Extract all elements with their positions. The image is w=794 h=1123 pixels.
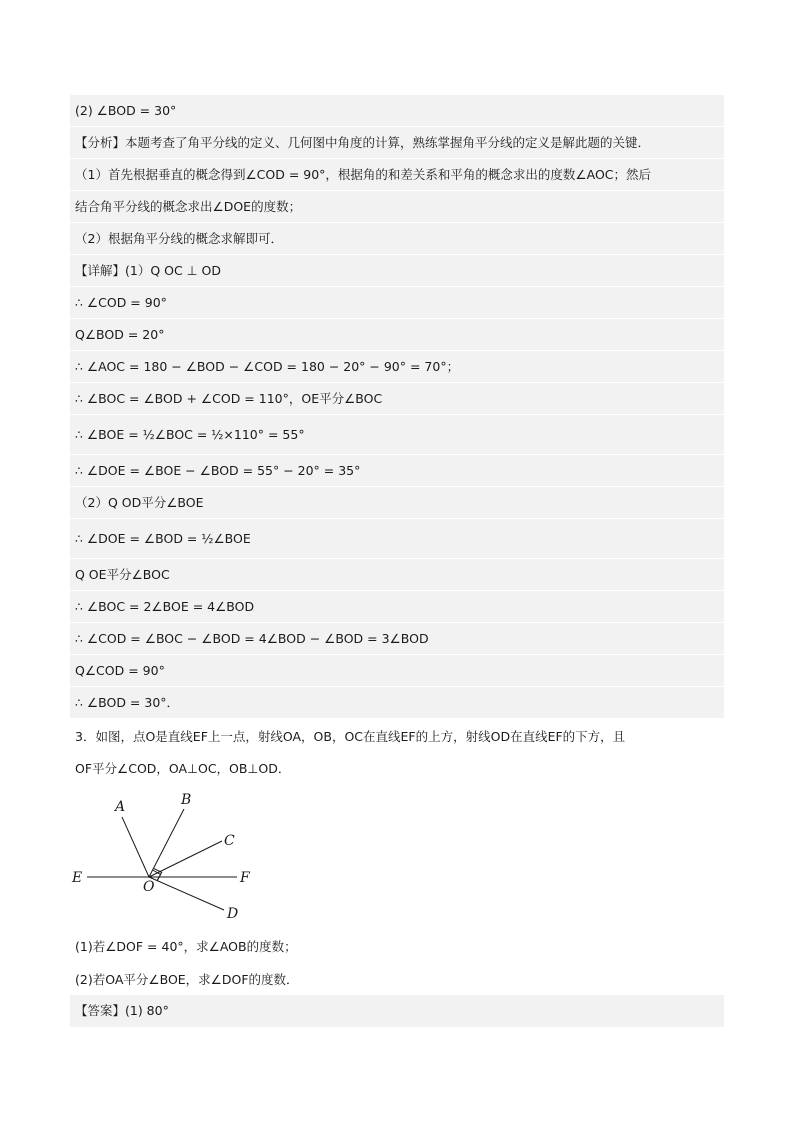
solution-block bbox=[70, 95, 724, 719]
question-line: 3．如图，点O是直线EF上一点，射线OA，OB，OC在直线EF的上方，射线OD在直线EF的下方，且 bbox=[75, 729, 626, 744]
label-f: F bbox=[240, 870, 250, 886]
solution-line: （2）Q OD平分∠BOE bbox=[70, 487, 724, 519]
solution-line: （1）首先根据垂直的概念得到∠COD = 90°，根据角的和差关系和平角的概念求出的度数∠AOC；然后 bbox=[70, 159, 724, 191]
geometry-figure bbox=[62, 785, 262, 925]
label-b: B bbox=[181, 792, 192, 808]
solution-line: ∴ ∠DOE = ∠BOD = ½∠BOE bbox=[70, 519, 724, 559]
label-e: E bbox=[72, 870, 83, 886]
subquestion-2: (2)若OA平分∠BOE，求∠DOF的度数． bbox=[75, 972, 299, 987]
solution-line: ∴ ∠AOC = 180 − ∠BOD − ∠COD = 180 − 20° − 90° = 70°； bbox=[70, 351, 724, 383]
detail-line: 【详解】(1）Q OC ⊥ OD bbox=[70, 255, 724, 287]
solution-line: Q OE平分∠BOC bbox=[70, 559, 724, 591]
label-c: C bbox=[224, 833, 235, 849]
answer-line: 【答案】(1) 80° bbox=[70, 995, 724, 1027]
ray-oa bbox=[122, 817, 149, 877]
solution-line: Q∠COD = 90° bbox=[70, 655, 724, 687]
solution-line: （2）根据角平分线的概念求解即可． bbox=[70, 223, 724, 255]
solution-line: ∴ ∠BOE = ½∠BOC = ½×110° = 55° bbox=[70, 415, 724, 455]
analysis-line: 【分析】本题考查了角平分线的定义、几何图中角度的计算，熟练掌握角平分线的定义是解此题的关键． bbox=[70, 127, 724, 159]
solution-line: Q∠BOD = 20° bbox=[70, 319, 724, 351]
solution-line: (2) ∠BOD = 30° bbox=[70, 95, 724, 127]
solution-line: ∴ ∠COD = 90° bbox=[70, 287, 724, 319]
solution-line: ∴ ∠BOC = 2∠BOE = 4∠BOD bbox=[70, 591, 724, 623]
solution-line: ∴ ∠DOE = ∠BOE − ∠BOD = 55° − 20° = 35° bbox=[70, 455, 724, 487]
solution-line: 结合角平分线的概念求出∠DOE的度数； bbox=[70, 191, 724, 223]
question-line: OF平分∠COD，OA⊥OC，OB⊥OD． bbox=[75, 761, 291, 776]
label-o: O bbox=[143, 879, 155, 895]
ray-od bbox=[149, 877, 224, 910]
ray-ob bbox=[149, 809, 184, 877]
subquestion-1: (1)若∠DOF = 40°，求∠AOB的度数； bbox=[75, 939, 297, 954]
solution-line: ∴ ∠BOD = 30°． bbox=[70, 687, 724, 719]
label-d: D bbox=[227, 906, 239, 922]
solution-line: ∴ ∠BOC = ∠BOD + ∠COD = 110°，OE平分∠BOC bbox=[70, 383, 724, 415]
solution-line: ∴ ∠COD = ∠BOC − ∠BOD = 4∠BOD − ∠BOD = 3∠BOD bbox=[70, 623, 724, 655]
label-a: A bbox=[115, 799, 126, 815]
